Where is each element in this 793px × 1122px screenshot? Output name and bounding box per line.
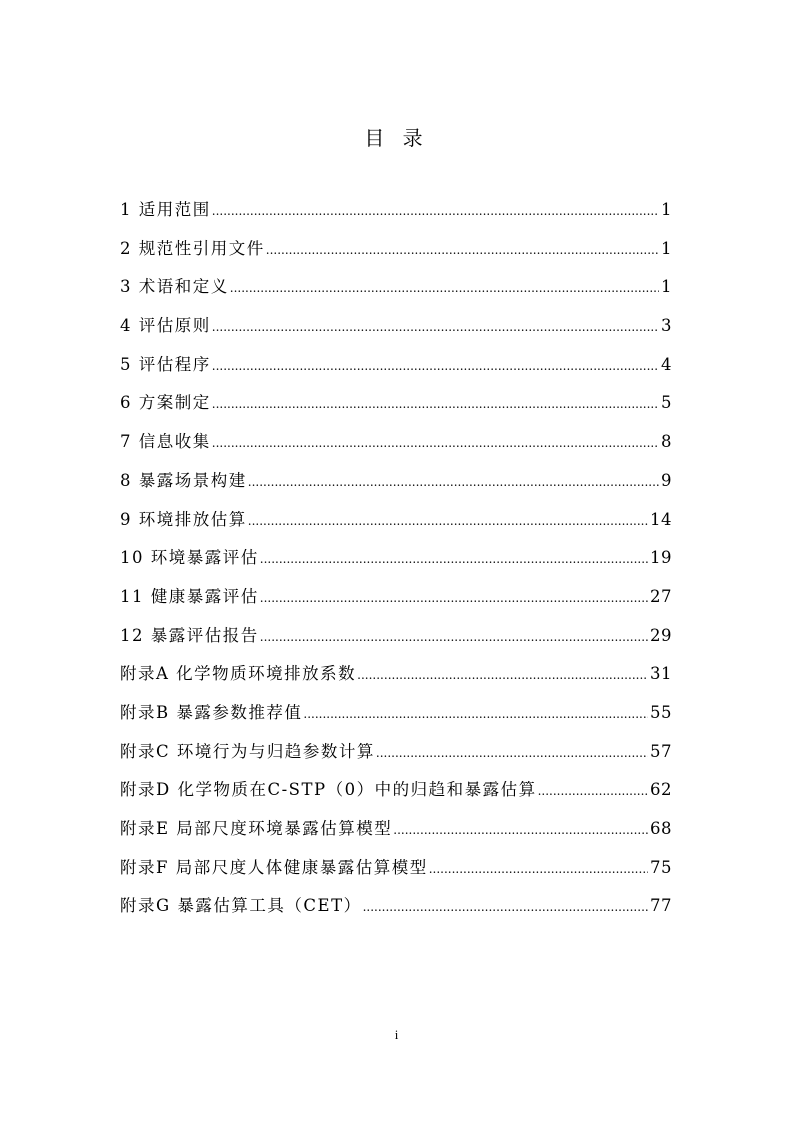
toc-entry-page: 77 xyxy=(650,896,672,916)
toc-entry-label: 1 适用范围 xyxy=(120,200,211,219)
toc-entry-label: 附录E 局部尺度环境暴露估算模型 xyxy=(120,819,393,838)
toc-dot-leader xyxy=(230,274,659,302)
toc-entry-label: 8 暴露场景构建 xyxy=(120,470,247,490)
toc-dot-leader xyxy=(260,545,648,573)
toc-dot-leader xyxy=(212,429,659,457)
toc-entry-label: 3 术语和定义 xyxy=(120,277,229,297)
toc-entry[interactable] xyxy=(120,312,672,351)
toc-dot-leader xyxy=(393,816,648,844)
toc-entry[interactable] xyxy=(120,428,672,467)
toc-entry-page: 55 xyxy=(650,702,672,722)
toc-entry-label: 6 方案制定 xyxy=(120,393,211,413)
toc-dot-leader xyxy=(212,352,659,380)
toc-dot-leader xyxy=(248,507,648,535)
toc-entry-page: 5 xyxy=(661,393,672,413)
toc-dot-leader xyxy=(212,197,659,225)
toc-entry[interactable] xyxy=(120,273,672,312)
toc-entry[interactable] xyxy=(120,351,672,390)
toc-entry[interactable] xyxy=(120,544,672,583)
toc-entry-page: 57 xyxy=(650,741,672,761)
page-title: 目 录 xyxy=(364,126,429,150)
toc-entry-label: 附录G 暴露估算工具（CET） xyxy=(120,896,362,916)
toc-dot-leader xyxy=(429,855,648,883)
toc-entry-label: 9 环境排放估算 xyxy=(120,509,247,529)
toc-entry[interactable] xyxy=(120,622,672,661)
toc-entry[interactable] xyxy=(120,467,672,506)
toc-entry[interactable] xyxy=(120,699,672,738)
toc-dot-leader xyxy=(266,236,659,264)
toc-entry[interactable] xyxy=(120,892,672,931)
toc-entry-page: 3 xyxy=(661,316,672,336)
toc-dot-leader xyxy=(212,390,659,418)
toc-entry-label: 10 环境暴露评估 xyxy=(120,548,259,568)
toc-entry-label: 附录D 化学物质在C-STP（0）中的归趋和暴露估算 xyxy=(120,780,537,800)
toc-entry-page: 68 xyxy=(650,819,672,838)
table-of-contents xyxy=(120,196,672,931)
toc-entry[interactable] xyxy=(120,854,672,893)
toc-entry[interactable] xyxy=(120,506,672,545)
toc-entry-page: 75 xyxy=(650,857,672,877)
toc-dot-leader xyxy=(376,739,648,767)
toc-dot-leader xyxy=(248,468,659,496)
toc-entry-page: 19 xyxy=(650,548,672,568)
toc-entry-page: 9 xyxy=(661,470,672,490)
toc-dot-leader xyxy=(260,623,648,651)
toc-entry-label: 附录A 化学物质环境排放系数 xyxy=(120,664,357,684)
page-number: i xyxy=(394,1027,399,1042)
toc-entry[interactable] xyxy=(120,815,672,854)
toc-entry-label: 12 暴露评估报告 xyxy=(120,625,259,645)
toc-entry[interactable] xyxy=(120,583,672,622)
toc-entry-page: 27 xyxy=(650,586,672,606)
toc-entry[interactable] xyxy=(120,235,672,274)
toc-entry-label: 7 信息收集 xyxy=(120,432,211,452)
toc-entry-label: 2 规范性引用文件 xyxy=(120,238,265,258)
toc-entry-page: 1 xyxy=(661,200,672,219)
toc-entry-label: 附录B 暴露参数推荐值 xyxy=(120,702,303,722)
toc-entry-page: 8 xyxy=(661,432,672,452)
toc-entry-label: 4 评估原则 xyxy=(120,316,211,336)
toc-dot-leader xyxy=(303,700,648,728)
toc-entry-page: 29 xyxy=(650,625,672,645)
toc-entry-label: 11 健康暴露评估 xyxy=(120,586,259,606)
toc-entry-page: 31 xyxy=(650,664,672,684)
toc-entry-page: 1 xyxy=(661,277,672,297)
toc-entry[interactable] xyxy=(120,776,672,815)
toc-dot-leader xyxy=(212,313,659,341)
toc-entry-page: 1 xyxy=(661,238,672,258)
toc-dot-leader xyxy=(363,893,648,921)
toc-entry-label: 附录F 局部尺度人体健康暴露估算模型 xyxy=(120,857,428,877)
toc-entry-page: 14 xyxy=(650,509,672,529)
toc-entry-page: 62 xyxy=(650,780,672,800)
toc-dot-leader xyxy=(357,661,648,689)
toc-entry-label: 5 评估程序 xyxy=(120,354,211,374)
toc-dot-leader xyxy=(260,584,648,612)
toc-entry[interactable] xyxy=(120,660,672,699)
toc-entry[interactable] xyxy=(120,738,672,777)
toc-entry[interactable] xyxy=(120,389,672,428)
toc-entry[interactable] xyxy=(120,196,672,235)
toc-dot-leader xyxy=(538,777,648,805)
toc-entry-label: 附录C 环境行为与归趋参数计算 xyxy=(120,741,375,761)
toc-entry-page: 4 xyxy=(661,354,672,374)
